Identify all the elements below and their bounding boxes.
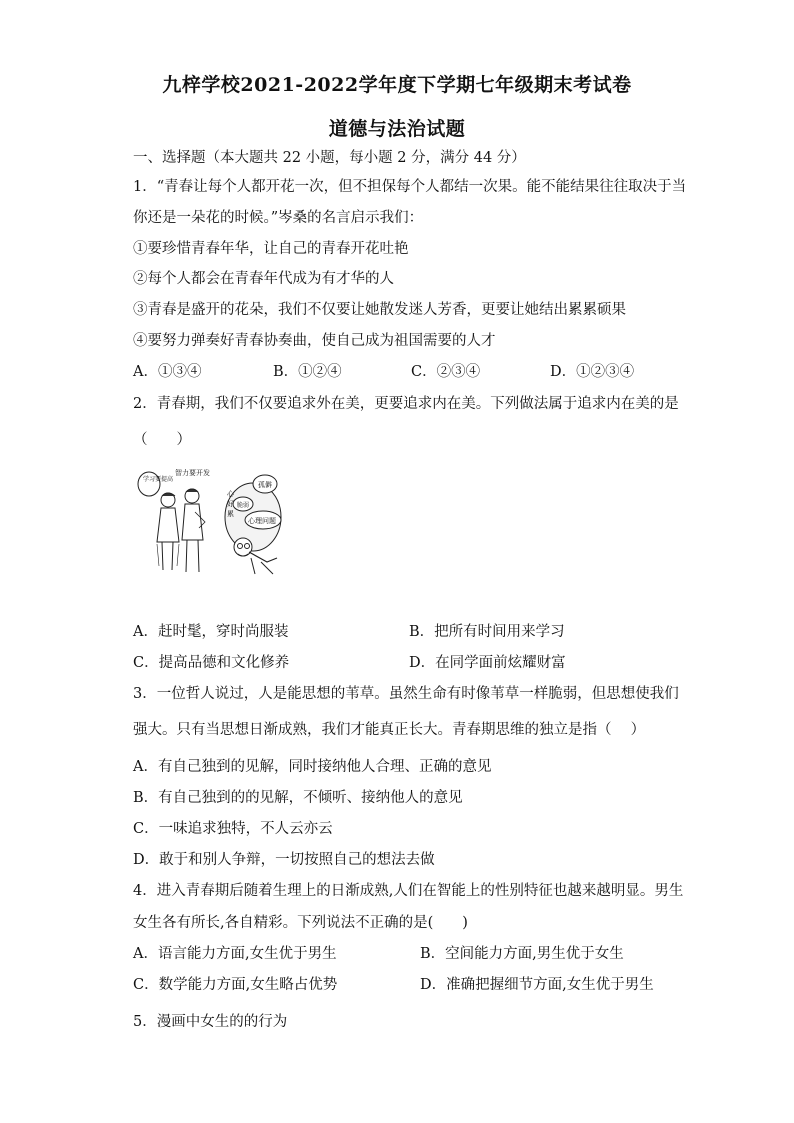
cartoon-label-lonely: 孤僻 bbox=[258, 481, 272, 489]
q2-option-d: D．在同学面前炫耀财富 bbox=[409, 655, 566, 671]
q1-statement-4: ④要努力弹奏好青春协奏曲，使自己成为祖国需要的人才 bbox=[133, 333, 496, 349]
cartoon-label-study: 学习要提高 bbox=[143, 476, 174, 483]
cartoon-label-fragile: 脆弱 bbox=[237, 502, 250, 509]
cartoon-label-tired: 累 bbox=[227, 510, 234, 518]
q4-stem-line1: 4．进入青春期后随着生理上的日渐成熟,人们在智能上的性别特征也越来越明显。男生 bbox=[133, 883, 684, 899]
cartoon-label-intellect: 智力要开发 bbox=[175, 469, 210, 477]
q4-option-a: A．语言能力方面,女生优于男生 bbox=[133, 946, 337, 962]
section-heading: 一、选择题（本大题共 22 小题，每小题 2 分，满分 44 分） bbox=[133, 150, 526, 166]
q3-option-c: C．一味追求独特，不人云亦云 bbox=[133, 821, 333, 837]
q3-option-a: A．有自己独到的见解，同时接纳他人合理、正确的意见 bbox=[133, 759, 492, 775]
exam-subject: 道德与法治试题 bbox=[328, 118, 466, 140]
q5-stem-line1: 5．漫画中女生的的行为 bbox=[133, 1014, 288, 1030]
cartoon-label-heart: 心 bbox=[227, 490, 234, 498]
q2-option-a: A．赶时髦，穿时尚服装 bbox=[133, 624, 289, 640]
q4-option-d: D．准确把握细节方面,女生优于男生 bbox=[420, 977, 654, 993]
q2-stem-line1: 2．青春期，我们不仅要追求外在美，更要追求内在美。下列做法属于追求内在美的是 bbox=[133, 396, 679, 412]
q2-stem-line2: （ ） bbox=[133, 432, 191, 448]
q1-statement-3: ③青春是盛开的花朵，我们不仅要让她散发迷人芳香，更要让她结出累累硕果 bbox=[133, 302, 626, 318]
q2-option-b: B．把所有时间用来学习 bbox=[409, 624, 565, 640]
cartoon-label-good: 好 bbox=[227, 500, 234, 508]
q3-option-d: D．敢于和别人争辩，一切按照自己的想法去做 bbox=[133, 852, 435, 868]
exam-title: 九梓学校2021-2022学年度下学期七年级期末考试卷 bbox=[162, 74, 632, 96]
q1-statement-1: ①要珍惜青春年华，让自己的青春开花吐艳 bbox=[133, 241, 409, 257]
q3-stem-line2: 强大。只有当思想日渐成熟，我们才能真正长大。青春期思维的独立是指（ ） bbox=[133, 722, 646, 738]
q1-option-a: A．①③④ bbox=[133, 364, 202, 380]
cartoon-label-psych: 心理问题 bbox=[248, 517, 276, 525]
q4-option-c: C．数学能力方面,女生略占优势 bbox=[133, 977, 338, 993]
q2-option-c: C．提高品德和文化修养 bbox=[133, 655, 290, 671]
q4-option-b: B．空间能力方面,男生优于女生 bbox=[420, 946, 624, 962]
q1-stem-line2: 你还是一朵花的时候。”岑桑的名言启示我们： bbox=[133, 210, 424, 226]
q4-stem-line2: 女生各有所长,各自精彩。下列说法不正确的是( ) bbox=[133, 915, 468, 931]
q1-option-c: C．②③④ bbox=[411, 364, 481, 380]
q2-cartoon-image bbox=[135, 462, 285, 577]
q3-stem-line1: 3．一位哲人说过，人是能思想的苇草。虽然生命有时像苇草一样脆弱，但思想使我们 bbox=[133, 686, 679, 702]
q1-stem-line1: 1．“青春让每个人都开花一次，但不担保每个人都结一次果。能不能结果往往取决于当 bbox=[133, 179, 687, 195]
q1-option-d: D．①②③④ bbox=[550, 364, 635, 380]
q1-statement-2: ②每个人都会在青春年代成为有才华的人 bbox=[133, 271, 394, 287]
q3-option-b: B．有自己独到的的见解，不倾听、接纳他人的意见 bbox=[133, 790, 463, 806]
q1-option-b: B．①②④ bbox=[273, 364, 342, 380]
